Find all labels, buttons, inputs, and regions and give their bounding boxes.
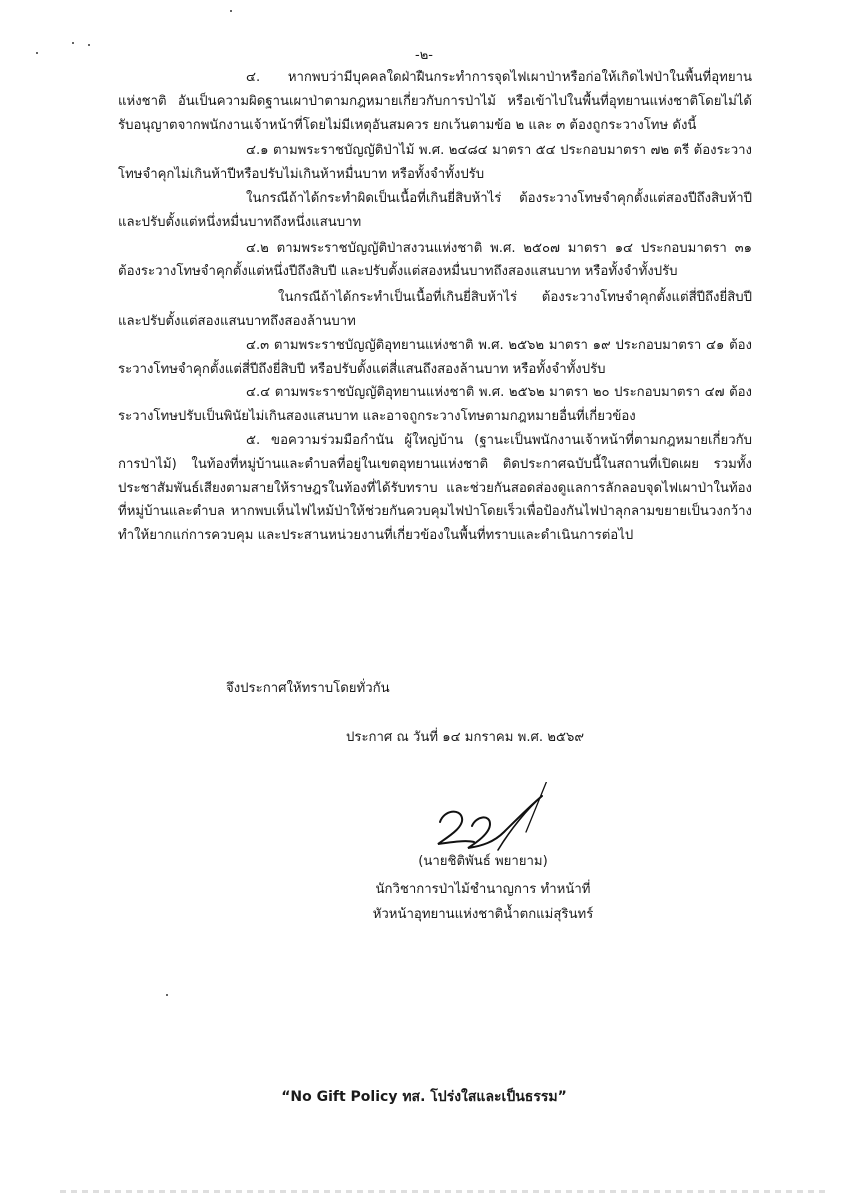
signer-name: (นายชิติพันธ์ พยายาม) <box>418 854 548 869</box>
scan-speck <box>166 994 168 996</box>
footer-slogan: “No Gift Policy ทส. โปร่งใสและเป็นธรรม” <box>281 1089 567 1105</box>
signer-office: หัวหน้าอุทยานแห่งชาติน้ำตกแม่สุรินทร์ <box>372 907 594 922</box>
scan-artifact-strip <box>60 1190 830 1193</box>
announcement-body <box>118 66 752 548</box>
paragraph-4: ๔. หากพบว่ามีบุคคลใดฝ่าฝืนกระทำการจุดไฟเผาป่าหรือก่อให้เกิดไฟป่าในพื้นที่อุทยานแห่งชาติ อันเป็นความผิดฐานเผาป่าตามกฎหมายเกี่ยวกับการป่าไม้ หรือเข้าไปในพื้นที่อุทยานแห่งชาติโดยไม่ได้รับอนุญาตจากพนักงานเจ้าหน้าที่โดยไม่มีเหตุอันสมควร ยกเว้นตามข้อ ๒ และ ๓ ต้องถูกระวางโทษ ดังนี้ <box>118 70 752 133</box>
signer-title: นักวิชาการป่าไม้ชำนาญการ ทำหน้าที่ <box>375 882 591 897</box>
paragraph-4-1: ๔.๑ ตามพระราชบัญญัติป่าไม้ พ.ศ. ๒๔๘๔ มาตรา ๕๔ ประกอบมาตรา ๗๒ ตรี ต้องระวางโทษจำคุกไม่เกินห้าปีหรือปรับไม่เกินห้าหมื่นบาท หรือทั้งจำทั้งปรับ <box>118 143 752 183</box>
page-number: -๒- <box>415 48 433 63</box>
announcement-date: ประกาศ ณ วันที่ ๑๔ มกราคม พ.ศ. ๒๕๖๙ <box>346 730 584 745</box>
paragraph-5: ๕. ขอความร่วมมือกำนัน ผู้ใหญ่บ้าน (ฐานะเป็นพนักงานเจ้าหน้าที่ตามกฎหมายเกี่ยวกับการป่าไม้) ในท้องที่หมู่บ้านและตำบลที่อยู่ในเขตอุทยานแห่งชาติ ติดประกาศฉบับนี้ในสถานที่เปิดเผย รวมทั้งประชาสัมพันธ์เสียงตามสายให้ราษฎรในท้องที่ได้รับทราบ และช่วยกันสอดส่องดูแลการลักลอบจุดไฟเผาป่าในท้องที่หมู่บ้านและตำบล หากพบเห็นไฟไหม้ป่าให้ช่วยกันควบคุมไฟป่าโดยเร็วเพื่อป้องกันไฟป่าลุกลามขยายเป็นวงกว้างทำให้ยากแก่การควบคุม และประสานหน่วยงานที่เกี่ยวข้องในพื้นที่ทราบและดำเนินการต่อไป <box>118 432 752 544</box>
paragraph-4-1-note: ในกรณีถ้าได้กระทำผิดเป็นเนื้อที่เกินยี่สิบห้าไร่ ต้องระวางโทษจำคุกตั้งแต่สองปีถึงสิบห้าปีและปรับตั้งแต่หนึ่งหมื่นบาทถึงหนึ่งแสนบาท <box>118 190 752 230</box>
scan-speck <box>230 10 232 12</box>
paragraph-4-4: ๔.๔ ตามพระราชบัญญัติอุทยานแห่งชาติ พ.ศ. ๒๕๖๒ มาตรา ๒๐ ประกอบมาตรา ๔๗ ต้องระวางโทษปรับเป็นพินัยไม่เกินสองแสนบาท และอาจถูกระวางโทษตามกฎหมายอื่นที่เกี่ยวข้อง <box>118 385 752 425</box>
paragraph-4-2: ๔.๒ ตามพระราชบัญญัติป่าสงวนแห่งชาติ พ.ศ. ๒๕๐๗ มาตรา ๑๔ ประกอบมาตรา ๓๑ ต้องระวางโทษจำคุกตั้งแต่หนึ่งปีถึงสิบปี และปรับตั้งแต่สองหมื่นบาทถึงสองแสนบาท หรือทั้งจำทั้งปรับ <box>118 240 752 280</box>
closing-statement: จึงประกาศให้ทราบโดยทั่วกัน <box>226 681 390 696</box>
paragraph-4-3: ๔.๓ ตามพระราชบัญญัติอุทยานแห่งชาติ พ.ศ. ๒๕๖๒ มาตรา ๑๙ ประกอบมาตรา ๔๑ ต้องระวางโทษจำคุกตั้งแต่สี่ปีถึงยี่สิบปี หรือปรับตั้งแต่สี่แสนถึงสองล้านบาท หรือทั้งจำทั้งปรับ <box>118 337 752 377</box>
paragraph-4-2-note: ในกรณีถ้าได้กระทำเป็นเนื้อที่เกินยี่สิบห้าไร่ ต้องระวางโทษจำคุกตั้งแต่สี่ปีถึงยี่สิบปีและปรับตั้งแต่สองแสนบาทถึงสองล้านบาท <box>118 290 752 329</box>
